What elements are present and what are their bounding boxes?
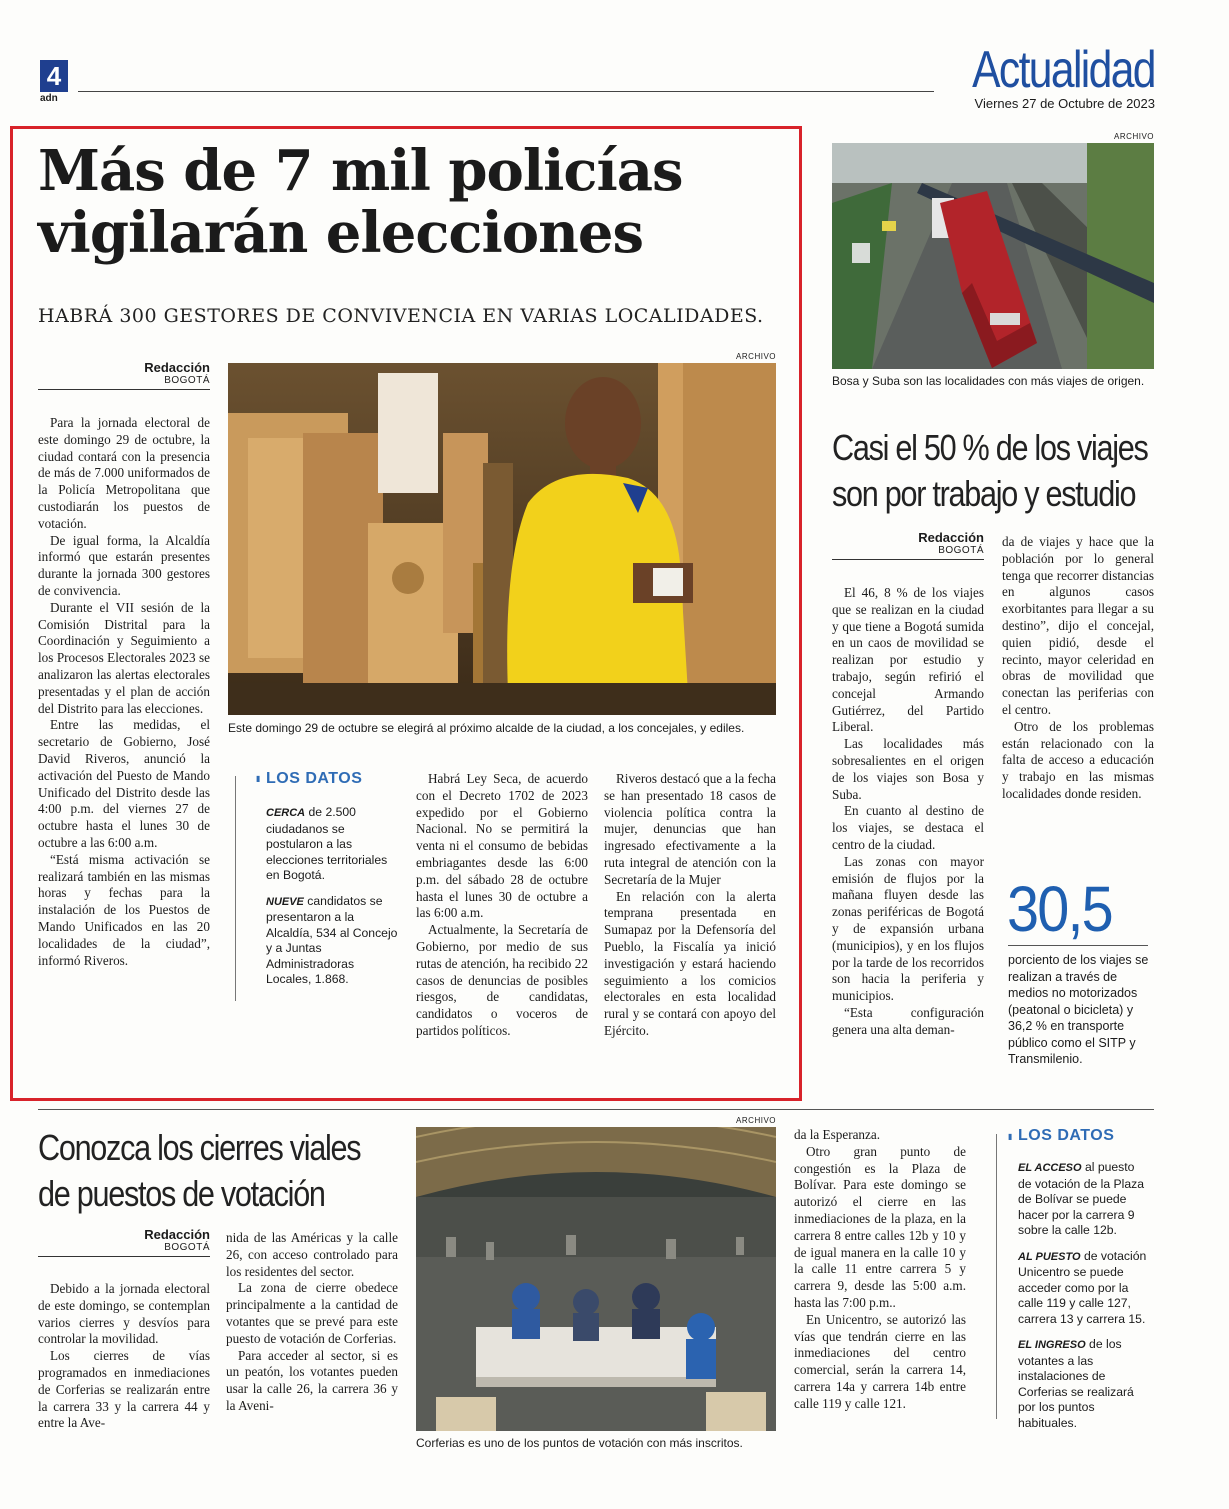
paragraph: La zona de cierre obedece principalmente a la cantidad de votantes que se prevé para este puesto de votación de Corferias. (226, 1280, 398, 1346)
byline-location: BOGOTÁ (938, 545, 984, 556)
byline-location: BOGOTÁ (164, 375, 210, 386)
paragraph: “Está misma activación se realizará también en las mismas horas y fechas para la instalación de los Puestos de Mando Unificados en las 20 localidades de la ciudad”, informó Riveros. (38, 851, 210, 968)
side-headline-line1: Casi el 50 % de los viajes (832, 427, 1148, 468)
section-title: Actualidad (972, 41, 1155, 99)
bottom-byline (38, 1227, 210, 1257)
page-number: 4 (40, 60, 68, 92)
main-column-1 (38, 415, 210, 969)
fact-lead: EL ACCESO (1018, 1162, 1082, 1174)
voting-booth-photo (228, 363, 776, 715)
fact-text: de votación Unicentro se puede acceder como por la calle 119 y calle 127, carrera 13 y carrera 15. (1018, 1248, 1147, 1326)
fact-item (266, 894, 401, 988)
stat-text: porciento de los viajes se realizan a través de medios no motorizados (peatonal o bicicleta) y 36,2 % en transporte público como el SITP y Transmilenio. (1008, 953, 1149, 1066)
facts-rule (235, 776, 236, 1001)
corferias-photo (416, 1127, 776, 1431)
bottom-facts-rule (996, 1134, 997, 1419)
side-column-2 (1002, 534, 1154, 803)
paragraph: da la Esperanza. (794, 1127, 881, 1142)
header-rule (78, 91, 934, 92)
section-divider (38, 1109, 1154, 1110)
fact-item (1018, 1337, 1150, 1431)
paragraph: nida de las Américas y la calle 26, con acceso controlado para los residentes del sector. (226, 1230, 398, 1279)
byline-author: Redacción (144, 1227, 210, 1242)
transmilenio-illustration (832, 143, 1154, 369)
photo-caption: Este domingo 29 de octubre se elegirá al próximo alcalde de la ciudad, a los concejales, y ediles. (228, 721, 745, 735)
side-headline-line2: son por trabajo y estudio (832, 473, 1136, 514)
fact-lead: NUEVE (266, 895, 304, 908)
facts-bullet-icon: ▮ (256, 774, 261, 783)
main-headline: Más de 7 mil policías vigilarán elecciones (38, 138, 683, 266)
bottom-column-3 (794, 1127, 966, 1413)
bottom-facts-bullet-icon: ▮ (1008, 1132, 1013, 1141)
voting-booth-illustration (228, 363, 776, 715)
issue-date: Viernes 27 de Octubre de 2023 (974, 96, 1155, 111)
paragraph: Otro de los problemas están relacionado con la falta de acceso a educación y trabajo en las mismas localidades donde residen. (1002, 718, 1154, 801)
corferias-illustration (416, 1127, 776, 1431)
paragraph: Otro gran punto de congestión es la Plaza de Bolívar. Para este domingo se autorizó el cierre en las inmediaciones de la plaza, en la carrera 8 entre calles 12b y 10 y de igual manera en la calle 10 y la calle 11 entre carrera 5 y carrera 9, desde las 5:00 a.m. hasta las 7:00 p.m.. (794, 1143, 966, 1310)
paragraph: Las localidades más sobresalientes en el origen de los viajes son Bosa y Suba. (832, 736, 984, 802)
fact-text: al puesto de votación de la Plaza de Bolívar se puede hacer por la carrera 9 sobre la calle 12b. (1018, 1160, 1145, 1237)
side-photo-credit: ARCHIVO (1114, 132, 1154, 141)
byline-author: Redacción (144, 360, 210, 375)
paragraph: da de viajes y hace que la población por lo general tenga que recorrer distancias en algunos casos exorbitantes para llegar a su destino”, dijo el concejal, quien pidió, desde el recinto, mayor celeridad en obras de movilidad que conectan las periferias con el centro. (1002, 534, 1154, 717)
fact-text: de 2.500 ciudadanos se postularon a las elecciones territoriales en Bogotá. (266, 805, 388, 882)
paragraph: Para acceder al sector, si es un peatón, los votantes pueden usar la calle 26, la carrera 36 y la Aveni- (226, 1347, 398, 1413)
brand-logo: adn (40, 93, 58, 104)
bottom-photo-credit: ARCHIVO (736, 1116, 776, 1125)
fact-text: de los votantes a las instalaciones de Corferias se realizará por los puntos habituales. (1018, 1337, 1134, 1430)
paragraph: En cuanto al destino de los viajes, se destaca el centro de la ciudad. (832, 803, 984, 852)
bottom-column-1 (38, 1281, 210, 1432)
paragraph: El 46, 8 % de los viajes que se realizan en la ciudad y que tiene a Bogotá sumida en un caos de movilidad se realizan por estudio y trabajo, según refirió el concejal Armando Gutiérrez, del Partido Liberal. (832, 585, 984, 735)
paragraph: Los cierres de vías programados en inmediaciones de Corferias se realizarán entre la carrera 33 y la carrera 44 y entre la Ave- (38, 1348, 210, 1431)
paragraph: Actualmente, la Secretaría de Gobierno, por medio de sus rutas de atención, ha recibido 22 casos de denuncias de posibles riesgos, de candidatas, candidatos o voceros de partidos políticos. (416, 922, 588, 1038)
paragraph: Para la jornada electoral de este domingo 29 de octubre, la ciudad contará con la presencia de más de 7.000 uniformados de la Policía Metropolitana que custodiarán los puestos de votación. (38, 415, 210, 531)
facts-list (266, 805, 401, 998)
paragraph: Habrá Ley Seca, de acuerdo con el Decreto 1702 de 2023 expedido por el Gobierno Nacional. No se permitirá la venta ni el consumo de bebidas embriagantes desde las 6:00 p.m. del sábado 28 de octubre hasta el lunes 30 de octubre a las 6:00 a.m. (416, 771, 588, 921)
side-byline (832, 530, 984, 560)
paragraph: “Esta configuración genera una alta deman- (832, 1004, 984, 1037)
fact-lead: CERCA (266, 807, 306, 819)
paragraph: Durante el VII sesión de la Comisión Distrital para la Coordinación y Seguimiento a los Procesos Electorales 2023 se analizaron las alertas electorales presentadas y el plan de acción del Distrito para las elecciones. (38, 599, 210, 716)
paragraph: En relación con la alerta temprana presentada en Sumapaz por la Defensoría del Pueblo, la Fiscalía ya inició investigación y estará haciendo seguimiento a los comicios electorales en esta localidad rural y se contará con apoyo del Ejército. (604, 888, 776, 1038)
main-byline (38, 360, 210, 390)
byline-location: BOGOTÁ (164, 1242, 210, 1253)
fact-item (1018, 1249, 1150, 1328)
bottom-headline-line2: de puestos de votación (38, 1173, 325, 1214)
side-photo-caption: Bosa y Suba son las localidades con más viajes de origen. (832, 374, 1145, 388)
main-column-3 (416, 771, 588, 1040)
photo-credit: ARCHIVO (736, 352, 776, 361)
paragraph: En Unicentro, se autorizó las vías que tendrán cierre en las inmediaciones del centro comercial, serán la carrera 14, carrera 14a y carrera 14b entre calle 119 y calle 121. (794, 1311, 966, 1411)
stat-rule (1008, 945, 1148, 946)
transmilenio-photo (832, 143, 1154, 369)
bottom-headline-line1: Conozca los cierres viales (38, 1127, 361, 1168)
paragraph: Riveros destacó que a la fecha se han presentado 18 casos de violencia política contra la mujer, denuncias que han ingresado efectivamente a la ruta integral de atención con la Secretaría de la Mujer (604, 771, 777, 887)
bottom-facts-title: LOS DATOS (1018, 1127, 1115, 1144)
paragraph: Debido a la jornada electoral de este domingo, se contemplan varios cierres y desvíos para controlar la movilidad. (38, 1281, 210, 1347)
fact-item (1018, 1160, 1150, 1239)
main-column-4 (604, 771, 776, 1040)
fact-item (266, 805, 401, 884)
side-column-1 (832, 585, 984, 1039)
bottom-photo-caption: Corferias es uno de los puntos de votación con más inscritos. (416, 1436, 743, 1450)
paragraph: De igual forma, la Alcaldía informó que estarán presentes durante la jornada 300 gestores de convivencia. (38, 532, 210, 598)
fact-lead: EL INGRESO (1018, 1339, 1086, 1351)
paragraph: Las zonas con mayor emisión de flujos por la mañana fluyen desde las zonas periféricas de Bogotá y de expansión urbana (municipios), y en los flujos por la tarde de los recorridos son hacia la periferia y municipios. (832, 853, 984, 1004)
stat-number: 30,5 (1007, 873, 1112, 945)
main-deck: HABRÁ 300 GESTORES DE CONVIVENCIA EN VARIAS LOCALIDADES. (38, 305, 764, 327)
bottom-column-2 (226, 1230, 398, 1415)
paragraph: Entre las medidas, el secretario de Gobierno, José David Riveros, anunció la activación del Puesto de Mando Unificado del Distrito desde las 4:00 p.m. del viernes 27 de octubre hasta el lunes 30 de octubre a las 6:00 a.m. (38, 717, 210, 850)
facts-title: LOS DATOS (266, 770, 363, 787)
byline-author: Redacción (918, 530, 984, 545)
bottom-facts-list (1018, 1160, 1150, 1441)
fact-text: candidatos se presentaron a la Alcaldía, 534 al Concejo y a Juntas Administradoras Locales, 1.868. (266, 893, 398, 986)
fact-lead: AL PUESTO (1018, 1250, 1081, 1263)
